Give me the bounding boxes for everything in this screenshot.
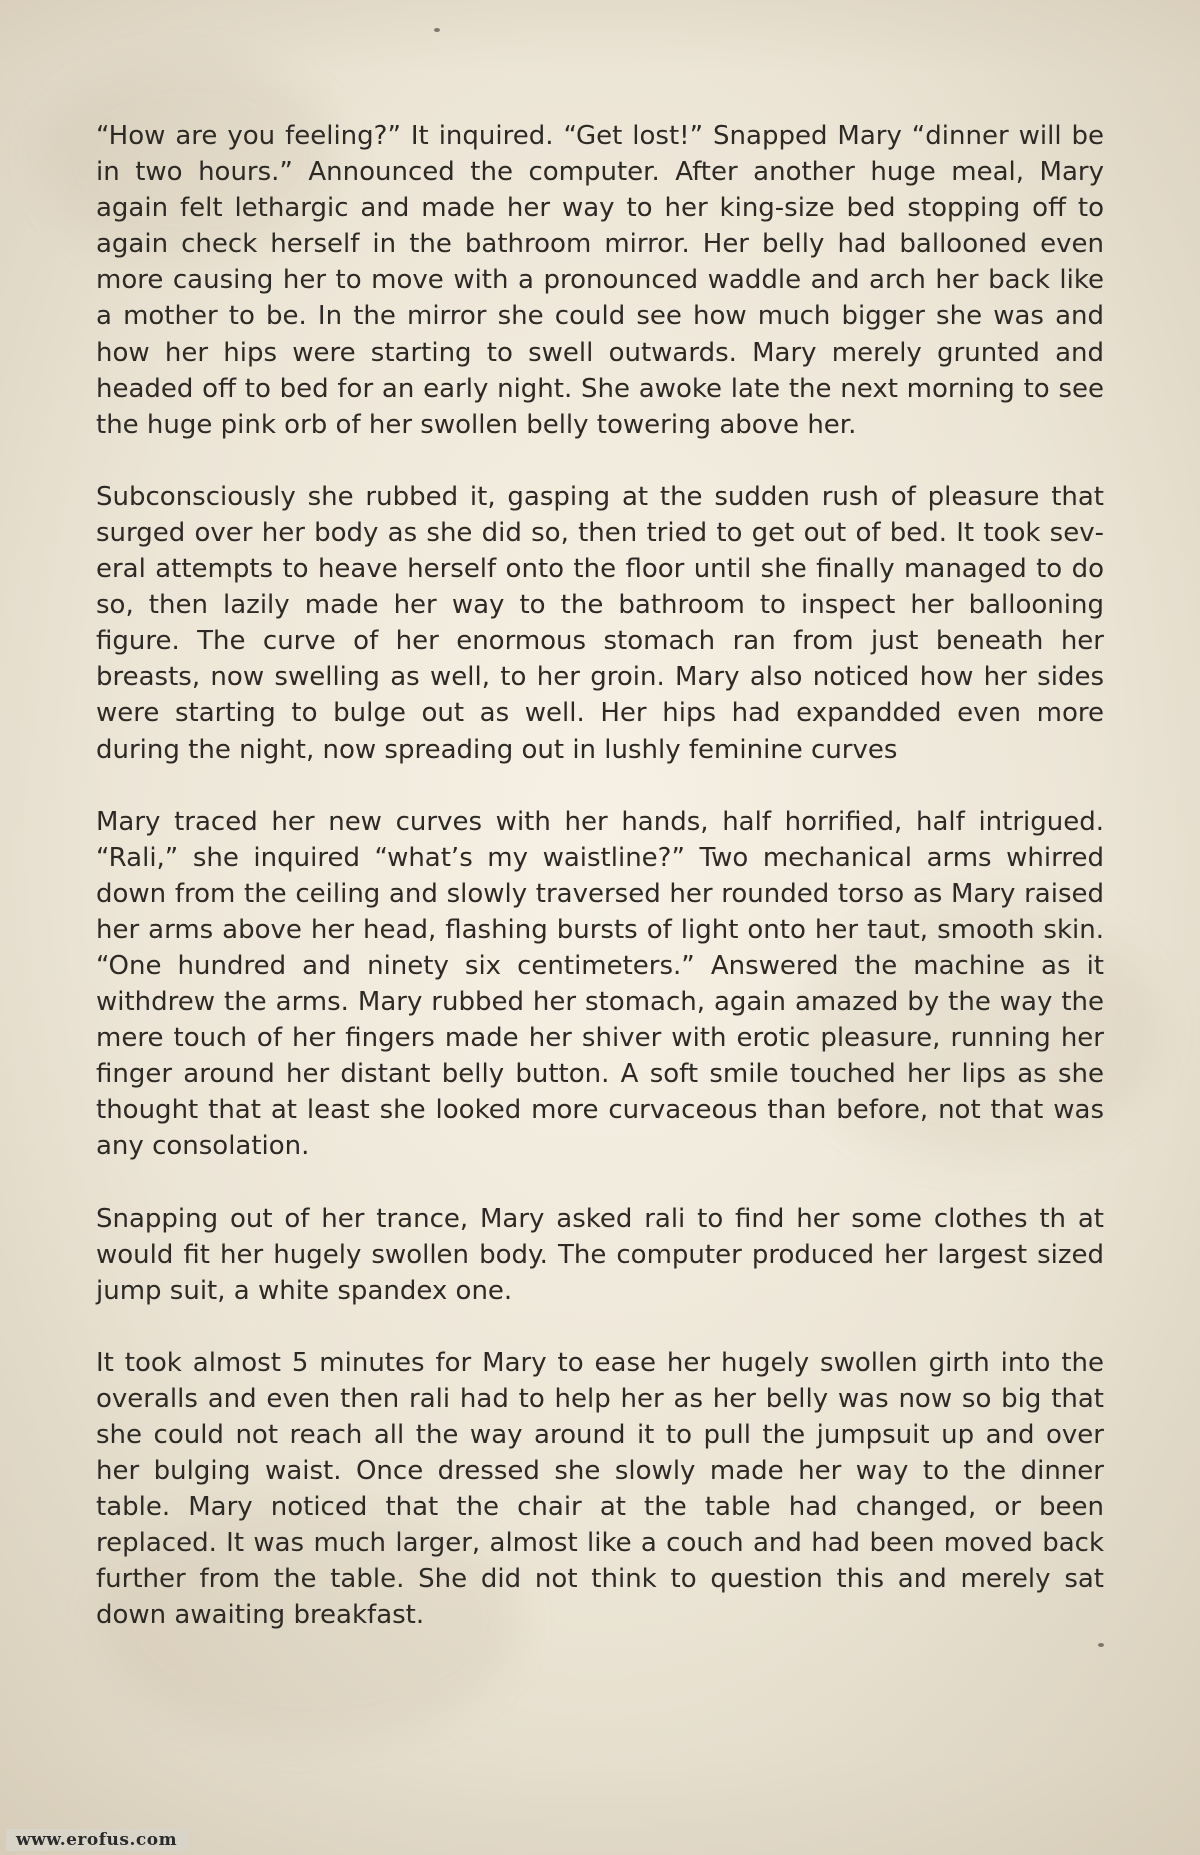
- ink-speck: [434, 28, 440, 32]
- paragraph-5: It took almost 5 minutes for Mary to ease her hugely swollen girth into the overalls and even then rali had to help her as her belly was now so big that she could not reach all the way around it to pull the jumpsuit up and over her bulging waist. Once dressed she slowly made her way to the dinner table. Mary noticed that the chair at the table had changed, or been replaced. It was much larger, almost like a couch and had been moved back further from the table. She did not think to question this and merely sat down awaiting breakfast.: [96, 1347, 1104, 1631]
- paragraph-3: Mary traced her new curves with her hands, half horrified, half intrigued. “Rali,” she inquired “what’s my waistline?” Two mechanical arms whirred down from the ceiling and slowly traversed her rounded torso as Mary raised her arms above her head, flashing bursts of light onto her taut, smooth skin. “One hundred and ninety six centimeters.” Answered the machine as it withdrew the arms. Mary rubbed her stomach, again amazed by the way the mere touch of her fingers made her shiver with erotic pleasure, running her finger around her distant belly button. A soft smile touched her lips as she thought that at least she looked more curvaceous than before, not that was any consolation.: [96, 806, 1104, 1162]
- story-text: [96, 118, 1104, 1670]
- paragraph-2: Subconsciously she rubbed it, gasping at the sudden rush of pleasure that surged over her body as she did so, then tried to get out of bed. It took several attempts to heave herself onto the floor until she finally managed to do so, then lazily made her way to the bathroom to inspect her ballooning figure. The curve of her enormous stomach ran from just beneath her breasts, now swelling as well, to her groin. Mary also noticed how her sides were starting to bulge out as well. Her hips had expandded even more during the night, now spreading out in lushly feminine curves: [96, 481, 1104, 765]
- site-watermark: www.erofus.com: [6, 1829, 187, 1851]
- paragraph-4: Snapping out of her trance, Mary asked rali to find her some clothes th at would fit her hugely swollen body. The computer produced her largest sized jump suit, a white spandex one.: [96, 1203, 1104, 1306]
- paragraph-1: “How are you feeling?” It inquired. “Get lost!” Snapped Mary “dinner will be in two hours.” Announced the computer. After another huge meal, Mary again felt lethargic and made her way to her king-size bed stopping off to again check herself in the bathroom mirror. Her belly had ballooned even more causing her to move with a pronounced waddle and arch her back like a mother to be. In the mirror she could see how much bigger she was and how her hips were starting to swell outwards. Mary merely grunted and headed off to bed for an early night. She awoke late the next morning to see the huge pink orb of her swollen belly towering above her.: [96, 121, 1104, 440]
